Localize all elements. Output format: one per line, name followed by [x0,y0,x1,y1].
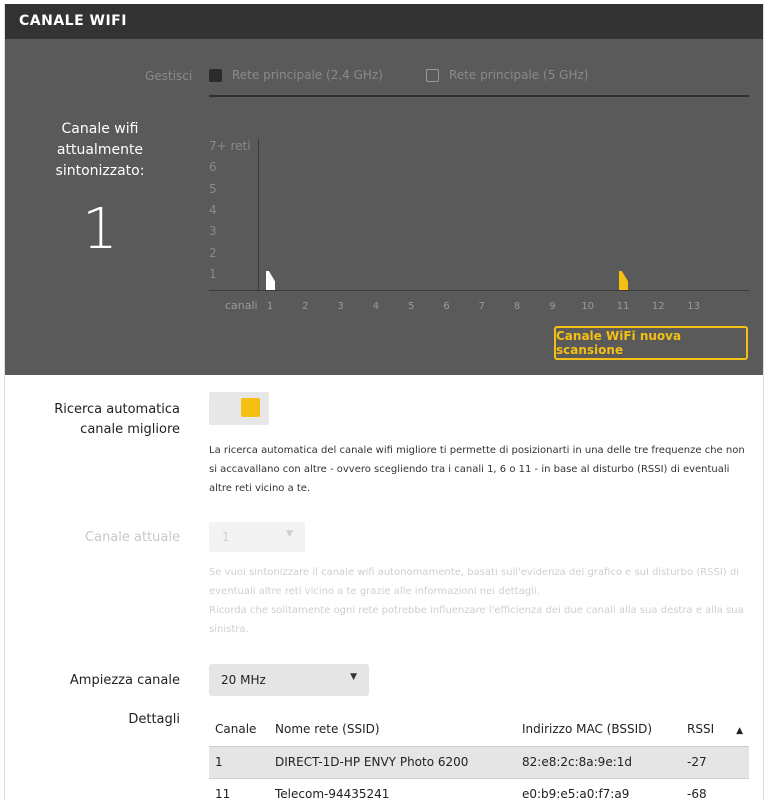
x-axis [209,290,749,291]
x-tick-label: 13 [687,301,700,312]
chevron-down-icon: ▼ [350,672,357,682]
manage-label: Gestisci [145,69,193,83]
column-header-bssid[interactable]: Indirizzo MAC (BSSID) [516,712,681,746]
current-channel-select-value: 1 [222,530,230,544]
manual-channel-description: Se vuoi sintonizzare il canale wifi autonomamente, basati sull'evidenza del grafico e sul disturbo (RSSI) di eventuali altre reti vicino a te grazie alle informazioni nei dettagli. [209,567,740,597]
table-row[interactable] [209,746,749,778]
y-tick-label: 1 [209,266,217,281]
table-row[interactable] [209,778,749,800]
x-tick-label: 11 [616,301,630,312]
x-tick-label: 3 [337,301,344,312]
details-label: Dettagli [128,712,180,727]
x-tick-label: 7 [478,301,485,312]
current-channel-value: 1 [82,197,118,262]
x-axis-label: canali [225,299,258,312]
current-channel-select-label: Canale attuale [85,530,180,545]
cell-ssid: Telecom-94435241 [275,787,390,800]
details-table [209,712,749,800]
chevron-down-icon: ▼ [286,529,293,539]
tab-divider [209,95,749,97]
rescan-button[interactable]: Canale WiFi nuova scansione [554,326,748,360]
column-header-channel[interactable]: Canale [209,712,269,746]
x-tick-label: 4 [372,301,380,312]
table-header-row [209,712,749,746]
radio-2-4ghz[interactable] [209,68,383,82]
x-tick-label: 1 [266,301,274,312]
y-tick-label: 2 [209,245,217,260]
bandwidth-select-value: 20 MHz [221,673,266,687]
y-tick-label: 3 [209,224,217,239]
sort-asc-icon[interactable]: ▲ [736,725,744,736]
cell-channel: 1 [209,746,269,778]
cell-ssid: DIRECT-1D-HP ENVY Photo 6200 [269,746,516,778]
y-axis [258,139,259,291]
x-tick-label: 10 [581,301,595,312]
channel-bar-11 [619,271,628,290]
x-tick-label: 8 [513,301,521,312]
x-tick-label: 9 [549,301,556,312]
radio-5ghz-label: Rete principale (5 GHz) [449,68,589,82]
radio-2-4ghz-label: Rete principale (2,4 GHz) [232,68,383,82]
toggle-knob [241,398,260,417]
page-title: CANALE WIFI [19,13,127,29]
channel-chart [195,129,755,319]
y-tick-label: 5 [209,181,217,196]
channel-chart-panel [5,39,764,375]
x-tick-label: 5 [408,301,415,312]
auto-search-label: Ricerca automatica canale migliore [54,402,180,437]
y-tick-label: 6 [209,160,217,175]
checkbox-icon [426,69,439,82]
radio-5ghz[interactable] [426,68,588,82]
cell-bssid: 82:e8:2c:8a:9e:1d [516,746,681,778]
cell-rssi: -68 [687,787,707,800]
wifi-channel-panel [4,4,764,800]
current-channel-select [209,522,305,552]
title-bar [5,4,764,39]
x-tick-label: 6 [443,301,450,312]
y-tick-label: 7+ reti [209,139,251,153]
bandwidth-select[interactable] [209,664,369,696]
channel-bar-1 [266,271,275,290]
cell-rssi: -27 [681,746,749,778]
cell-channel: 11 [215,787,231,800]
x-tick-label: 12 [651,301,665,312]
x-tick-label: 2 [302,301,309,312]
auto-search-toggle[interactable] [209,392,269,425]
auto-search-description: La ricerca automatica del canale wifi migliore ti permette di posizionarti in una delle tre frequenze che non si accavallano con altre - ovvero scegliendo tra i canali 1, 6 o 11 - in base al disturbo (RSSI) di eventuali altre reti vicino a te. [209,445,745,494]
bandwidth-label: Ampiezza canale [69,673,180,688]
manual-channel-note: Ricorda che solitamente ogni rete potrebbe influenzare l'efficienza dei due canali alla sua destra e alla sua sinistra. [209,605,744,635]
cell-bssid: e0:b9:e5:a0:f7:a9 [522,787,630,800]
column-header-rssi-label: RSSI [687,721,715,736]
y-tick-label: 4 [209,202,217,217]
current-channel-label: Canale wifi attualmente sintonizzato: [55,121,145,179]
column-header-ssid[interactable]: Nome rete (SSID) [269,712,516,746]
column-header-rssi[interactable] [681,712,749,746]
checkbox-icon [209,69,222,82]
